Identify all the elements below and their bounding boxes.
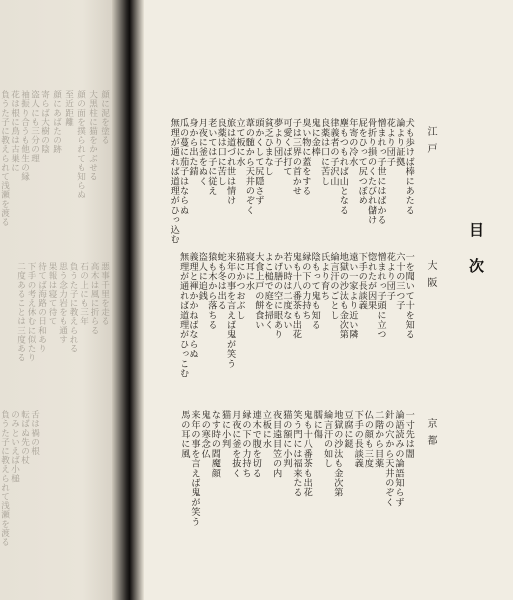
toc-entry: 月夜に釜をぬく (196, 118, 208, 186)
toc-entry: 来年の事を言えば鬼が笑う (224, 252, 236, 369)
toc-entry: 一寸先は闇 (403, 410, 415, 459)
toc-entry: 可愛くば打て (281, 118, 292, 177)
toc-entry: 綸言汗の如し (321, 410, 333, 469)
toc-entry: 六十の三つ子 (393, 252, 405, 311)
toc-entry: 花は根に鳥は古巣に (9, 90, 20, 172)
toc-entry: 良薬は口に苦し (318, 118, 330, 186)
toc-entry: 陰もって鬼も知る (309, 252, 321, 330)
toc-entry: 転ばぬ先の杖 (19, 410, 30, 465)
toc-entry: 縁の下の力持ち (240, 410, 251, 478)
toc-entry: 旅は道づれ世は情け (224, 118, 236, 206)
toc-entry: なす時の閻魔顔 (209, 410, 221, 478)
toc-entry: 高木は風に折らる (89, 262, 100, 335)
toc-entry: 地獄の沙汰も金次第 (337, 252, 349, 340)
toc-entry: かげ膳の空に眼あり (271, 252, 283, 340)
toc-entry: 子は三界の首かせ (290, 118, 302, 196)
toc-entry: 笑う門には福来たる (291, 410, 302, 498)
toc-entry: 仏の顔も三度 (362, 410, 374, 469)
toc-entry: 論語読みの論語知らず (393, 410, 404, 507)
toc-entry: 夢より団子 (271, 118, 283, 167)
toc-entry: 鬼の寒念仏 (199, 410, 211, 459)
toc-entry: 無理が通れば道理がひっこむ (177, 252, 189, 379)
toc-entry: 惚れたが因果 (365, 252, 377, 311)
toc-entry: 無理が通れば道理がひっ込む (168, 118, 180, 245)
toc-entry: 猫に小判 (219, 410, 231, 449)
toc-entry: 一を聞いて十を知る (403, 252, 415, 340)
toc-entry: 花より団子 (384, 252, 396, 301)
toc-entry: 大黒柱に猫をかぶせる (87, 90, 98, 181)
title-me: 目 (467, 222, 485, 237)
toc-entry: 下手の考え休むに似たり (26, 262, 37, 363)
toc-entry: 年寄の冷水 (346, 118, 358, 167)
toc-entry: 至近距離 (63, 90, 74, 127)
toc-entry: 瓜の蔓に茄子はならぬ (177, 118, 189, 215)
toc-entry: 果報は寝て待て (47, 262, 58, 326)
toc-entry: 屁をひって尻つぼめ (356, 118, 368, 206)
toc-entry: 犬も歩けば棒にあたる (403, 118, 415, 215)
toc-entry: 臑に傷 (311, 410, 323, 440)
toc-entry: 身から出た錆 (187, 118, 198, 177)
toc-entry: 鬼も十八番茶も出花 (290, 252, 302, 340)
toc-entry: 寝耳に水 (243, 252, 255, 291)
toc-entry: 猿も木から落ちる (205, 252, 217, 330)
toc-entry: よこ槌で庭を掃く (262, 252, 274, 330)
toc-entry: 悪事千里を走る (99, 262, 110, 326)
toc-entry: 舌は禍の根 (29, 410, 40, 456)
toc-entry: 綸言汗のごとし (328, 252, 339, 320)
toc-entry: 花より団子 (384, 118, 396, 167)
toc-entry: 葦の髄から天井のぞく (243, 118, 255, 215)
toc-entry: のみといえば小槌 (9, 410, 20, 483)
toc-entry: 顔にあばたの跡 (51, 90, 62, 154)
section-header-edo: 江戸 (425, 126, 436, 160)
toc-entry: 立板に水 (260, 410, 272, 449)
toc-entry: 馬の耳に風 (178, 410, 190, 459)
toc-entry: 石の上にも三年 (78, 262, 89, 326)
toc-entry: 袖振り合うも他生の縁 (19, 90, 30, 181)
toc-entry: 老いては子に従え (205, 118, 217, 196)
toc-entry: 若い時は二度ない (281, 252, 292, 330)
toc-entry: 論より証拠 (393, 118, 405, 167)
toc-entry: 来年の事を言えば鬼が笑う (189, 410, 200, 527)
toc-entry: 負うた子に教えられて浅瀬を渡る (0, 90, 10, 227)
toc-entry: 夜目遠目笠の内 (270, 410, 282, 478)
toc-entry: 二度あることは三度ある (15, 262, 26, 363)
toc-entry: 憎まれっ子頭に立つ (375, 252, 386, 340)
toc-entry: 猫の額に小判 (280, 410, 292, 469)
toc-entry: 二階から目薬 (372, 410, 384, 469)
toc-entry: 待てば海路の日和あり (36, 262, 47, 353)
toc-entry: 義理と褌かかねばならぬ (187, 252, 198, 359)
toc-entry: 顔に泥を塗る (99, 90, 110, 145)
book-gutter (112, 0, 144, 600)
toc-entry: 盗人に追銭 (196, 252, 208, 301)
toc-entry: 骨折り損のくたびれ儲け (365, 118, 377, 225)
toc-entry: 塵もつもれば山となる (337, 118, 349, 215)
toc-entry: 負うた子に教えられて浅瀬を渡る (0, 410, 10, 547)
toc-entry: 良薬は口に苦し (215, 118, 227, 186)
title-ji: 次 (467, 258, 485, 273)
toc-entry: 盗人にも三分の理 (29, 90, 40, 163)
toc-entry: 針の穴から天井のぞく (382, 410, 394, 507)
toc-entry: 月夜に釜を抜く (229, 410, 241, 478)
toc-entry: 貧乏ひまなし (262, 118, 274, 177)
toc-entry: 氏より育ち (318, 252, 330, 301)
toc-entry: 地獄の沙汰も金次第 (331, 410, 343, 498)
section-header-kyoto: 京都 (425, 418, 436, 452)
toc-entry: 律義者の子沢山 (328, 118, 339, 186)
toc-entry: 連木で腹を切る (250, 410, 262, 478)
toc-entry: 臭い物に蓋をする (299, 118, 311, 196)
toc-entry: 縁の下の力持ち (299, 252, 311, 320)
toc-entry: 憎まれっ子世にはばかる (375, 118, 386, 225)
toc-entry: 立て板に水 (234, 118, 245, 167)
section-header-osaka: 大阪 (425, 260, 436, 294)
toc-entry: 大食上戸の餅食い (252, 252, 264, 330)
toc-entry: 思う念力岩をも通す (57, 262, 68, 344)
toc-entry: 豆腐に鎹 (342, 410, 353, 449)
toc-entry: 下手の長談義 (352, 410, 364, 469)
toc-entry: 寄らば大樹の陰 (39, 90, 50, 154)
toc-entry: 鬼も十八番茶も出花 (301, 410, 313, 498)
toc-entry: 鬼に金棒 (309, 118, 321, 157)
toc-entry: 遠い一家より近い隣 (346, 252, 358, 340)
toc-entry: 蛇も冬は出る (215, 252, 227, 311)
toc-entry: 負うた子に教えられる (68, 262, 79, 353)
toc-entry: 猫にかつおぶし (234, 252, 245, 320)
toc-entry: 頭かくして尻隠さず (252, 118, 264, 206)
toc-entry: 顔の面を撲られても知らぬ (75, 90, 86, 200)
toc-entry: 下手の長談義 (356, 252, 368, 311)
